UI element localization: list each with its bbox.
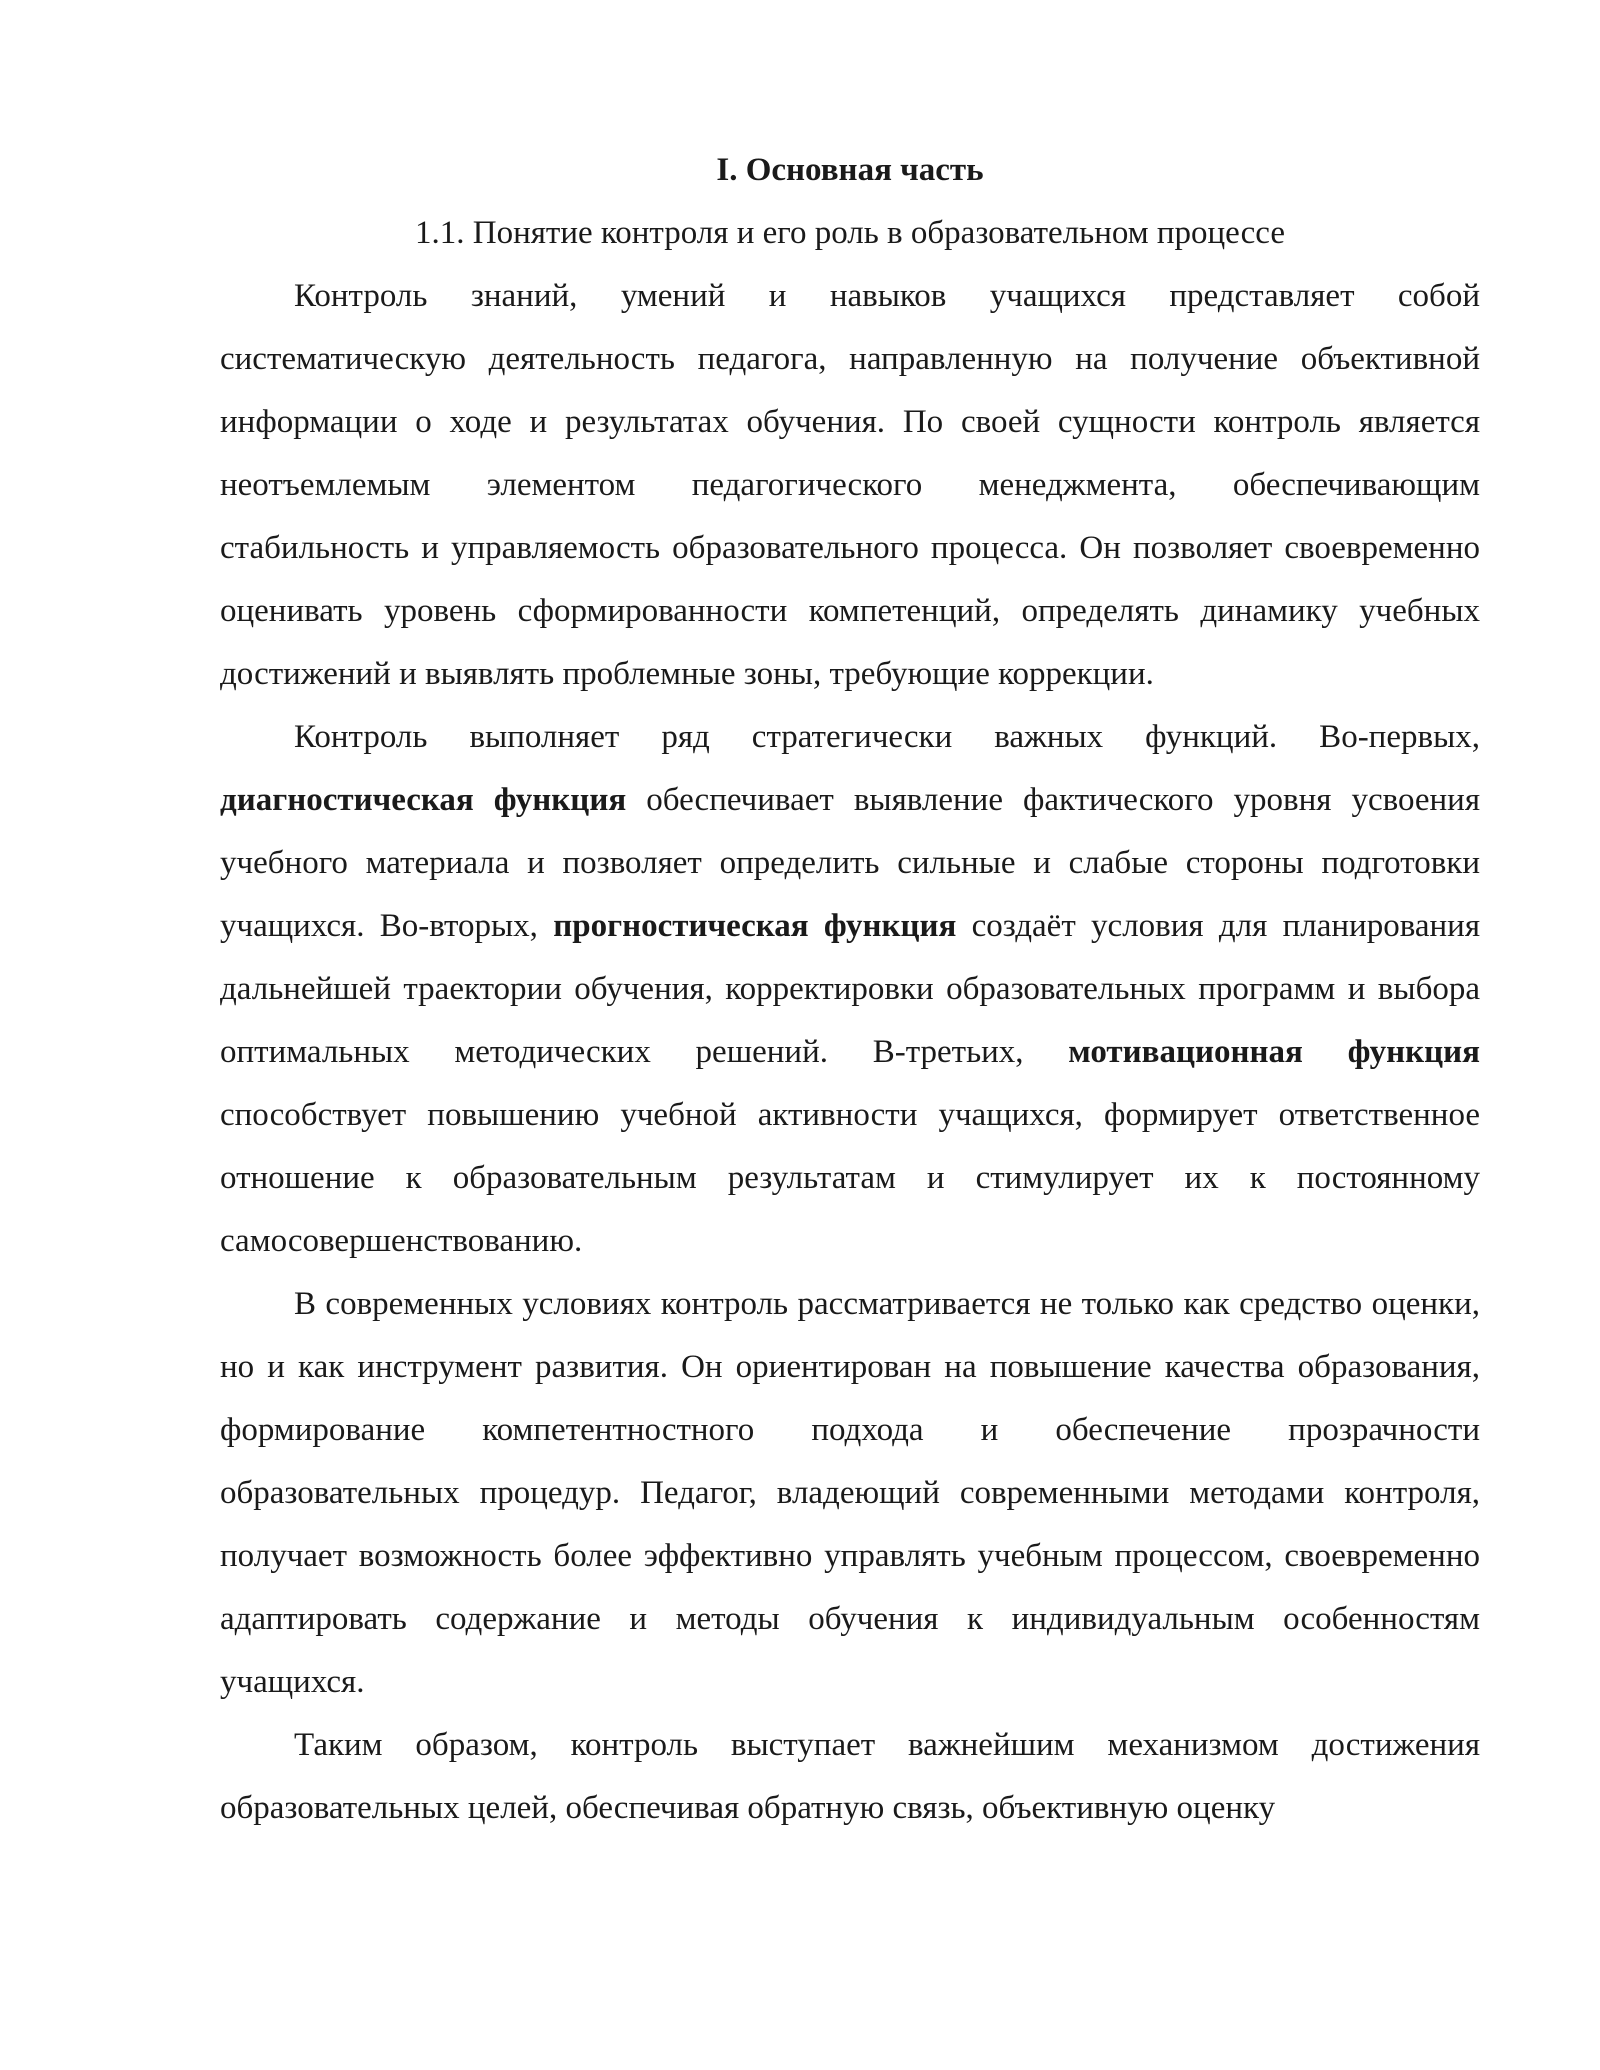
paragraph-1: Контроль знаний, умений и навыков учащихся представляет собой систематическую деятельность педагога, направленную на получение объективной информации о ходе и результатах обучения. По своей сущности контроль является неотъемлемым элементом педагогического менеджмента, обеспечивающим стабильность и управляемость образовательного процесса. Он позволяет своевременно оценивать уровень сформированности компетенций, определять динамику учебных достижений и выявлять проблемные зоны, требующие коррекции. <box>220 278 1480 692</box>
page-content <box>220 139 1480 1840</box>
term-diagnostic-function: диагностическая функция <box>220 782 627 818</box>
section-title: I. Основная часть <box>716 152 984 188</box>
paragraph-2-text-3: создаёт условия для планирования дальнейшей траектории обучения, корректировки образовательных программ и выбора оптимальных методических решений. В-третьих, <box>220 908 1481 1070</box>
subsection-title: 1.1. Понятие контроля и его роль в образовательном процессе <box>415 215 1285 251</box>
paragraph-2-text-1: Контроль выполняет ряд стратегически важных функций. Во-первых, <box>294 719 1480 755</box>
paragraph-2-text-4: способствует повышению учебной активности учащихся, формирует ответственное отношение к образовательным результатам и стимулирует их к постоянному самосовершенствованию. <box>220 1097 1480 1259</box>
paragraph-2-text-2: обеспечивает выявление фактического уровня усвоения учебного материала и позволяет определить сильные и слабые стороны подготовки учащихся. Во-вторых, <box>220 782 1481 944</box>
paragraph-4: Таким образом, контроль выступает важнейшим механизмом достижения образовательных целей, обеспечивая обратную связь, объективную оценку <box>220 1727 1480 1826</box>
term-prognostic-function: прогностическая функция <box>553 908 957 944</box>
paragraph-3: В современных условиях контроль рассматривается не только как средство оценки, но и как инструмент развития. Он ориентирован на повышение качества образования, формирование компетентностного подхода и обеспечение прозрачности образовательных процедур. Педагог, владеющий современными методами контроля, получает возможность более эффективно управлять учебным процессом, своевременно адаптировать содержание и методы обучения к индивидуальным особенностям учащихся. <box>220 1286 1480 1700</box>
paragraph-2 <box>220 706 1480 1273</box>
term-motivational-function: мотивационная функция <box>1068 1034 1480 1070</box>
